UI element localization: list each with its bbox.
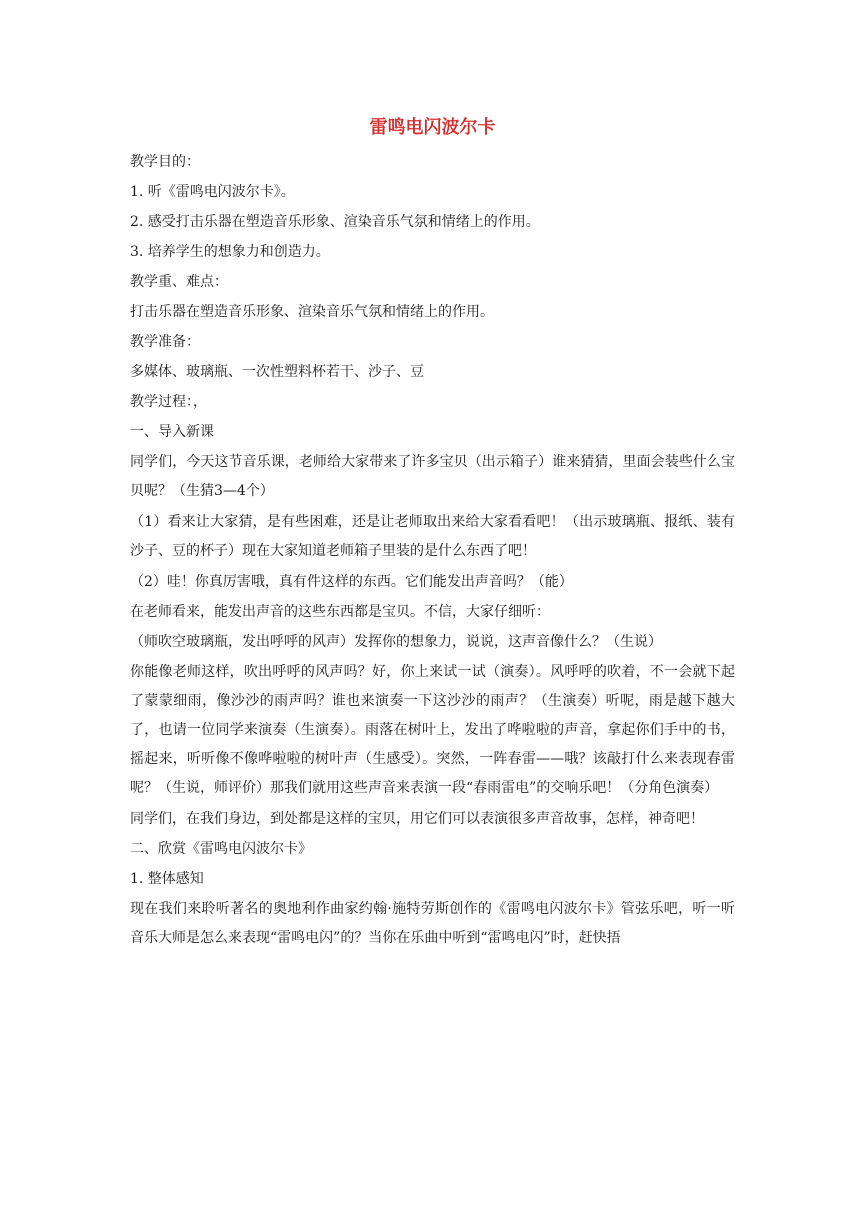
- document-body: [130, 153, 735, 960]
- paragraph-section-2-heading: 二、欣赏《雷鸣电闪波尔卡》: [130, 841, 312, 857]
- paragraph-section-1-heading: 一、导入新课: [130, 424, 214, 440]
- paragraph-goal-3: 3. 培养学生的想象力和创造力。: [130, 244, 330, 260]
- paragraph-teacher-view: 在老师看来，能发出声音的这些东西都是宝贝。不信，大家仔细听：: [130, 604, 550, 620]
- paragraph-preparation: 多媒体、玻璃瓶、一次性塑料杯若干、沙子、豆: [130, 364, 424, 380]
- paragraph-overall-perception: 1. 整体感知: [130, 871, 204, 887]
- paragraph-step-1: （1）看来让大家猜，是有些困难，还是让老师取出来给大家看看吧！（出示玻璃瓶、报纸、装有沙子、豆的杯子）现在大家知道老师箱子里装的是什么东西了吧！: [130, 514, 735, 559]
- paragraph-step-2: （2）哇！你真厉害哦，真有件这样的东西。它们能发出声音吗？（能）: [130, 574, 573, 590]
- paragraph-blow-bottle: （师吹空玻璃瓶，发出呼呼的风声）发挥你的想象力，说说，这声音像什么？（生说）: [130, 634, 662, 650]
- paragraph-process-heading: 教学过程：，: [130, 394, 207, 410]
- paragraph-listen-polka: 现在我们来聆听著名的奥地利作曲家约翰·施特劳斯创作的《雷鸣电闪波尔卡》管弦乐吧，听一听音乐大师是怎么来表现“雷鸣电闪”的？当你在乐曲中听到“雷鸣电闪”时，赶快捂: [130, 901, 735, 946]
- paragraph-performance: 你能像老师这样，吹出呼呼的风声吗？好，你上来试一试（演奏）。风呼呼的吹着，不一会就下起了蒙蒙细雨，像沙沙的雨声吗？谁也来演奏一下这沙沙的雨声？（生演奏）听呢，雨是越下越大了，也请一位同学来演奏（生演奏）。雨落在树叶上，发出了哗啦啦的声音，拿起你们手中的书，摇起来，听听像不像哗啦啦的树叶声（生感受）。突然，一阵春雷——哦？该敲打什么来表现春雷呢？（生说，师评价）那我们就用这些声音来表演一段“春雨雷电”的交响乐吧！（分角色演奏）: [130, 664, 735, 796]
- paragraph-magic: 同学们，在我们身边，到处都是这样的宝贝，用它们可以表演很多声音故事，怎样，神奇吧！: [130, 811, 704, 827]
- paragraph-key-points-heading: 教学重、难点：: [130, 274, 228, 290]
- document-title: 雷鸣电闪波尔卡: [369, 117, 496, 138]
- paragraph-key-points: 打击乐器在塑造音乐形象、渲染音乐气氛和情绪上的作用。: [130, 304, 494, 320]
- document-page: [130, 0, 735, 1216]
- paragraph-goal-2: 2. 感受打击乐器在塑造音乐形象、渲染音乐气氛和情绪上的作用。: [130, 214, 540, 230]
- paragraph-goal-1: 1. 听《雷鸣电闪波尔卡》。: [130, 184, 295, 200]
- paragraph-preparation-heading: 教学准备：: [130, 334, 200, 350]
- paragraph-intro: 同学们，今天这节音乐课，老师给大家带来了许多宝贝（出示箱子）谁来猜猜，里面会装些什么宝贝呢？（生猜3—4个）: [130, 454, 735, 499]
- paragraph-teaching-goals-heading: 教学目的：: [130, 154, 200, 170]
